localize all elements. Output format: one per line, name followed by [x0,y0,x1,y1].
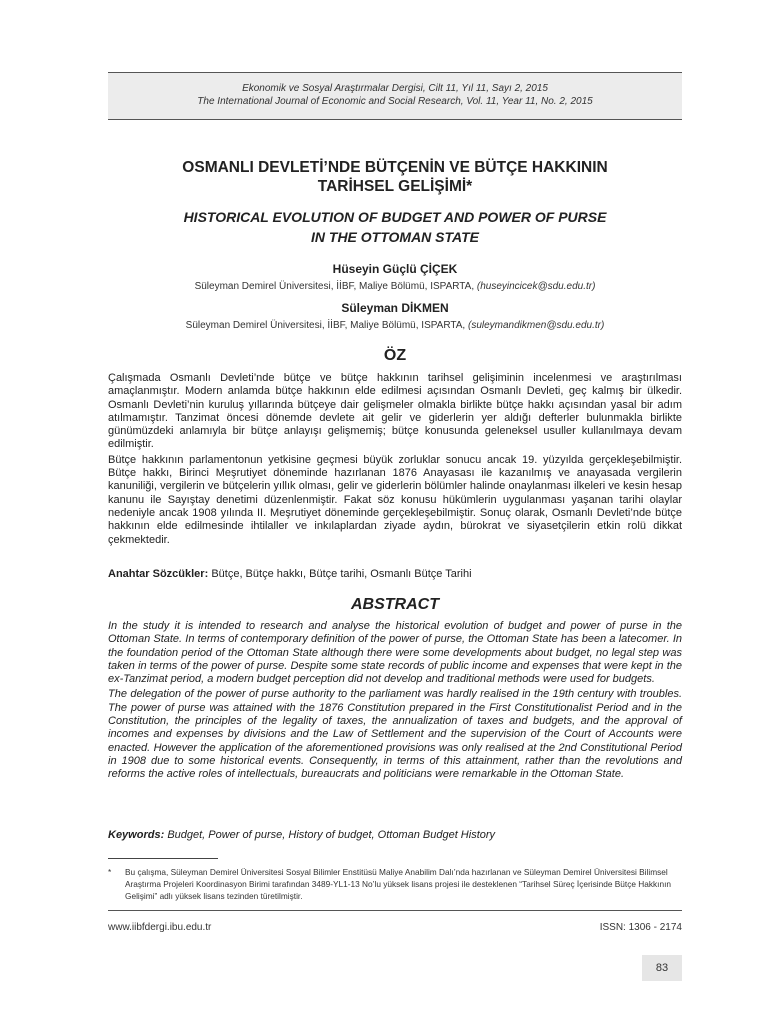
author-1-name: Hüseyin Güçlü ÇİÇEK [332,262,458,276]
footnote-mark: * [108,867,112,877]
abstract-heading: ABSTRACT [351,596,439,613]
oz-keywords [108,568,682,580]
oz-keywords-text: Bütçe, Bütçe hakkı, Bütçe tarihi, Osmanlı Bütçe Tarihi [211,568,472,580]
abstract-paragraph-2: The delegation of the power of purse authority to the parliament was hardly realised in the 19th century with troubles. The power of purse was attained with the 1876 Constitution prepared in the First Constitutionalist Period and in the Constitution, the principles of the legality of taxes, the annualization of taxes and budgets, and the approval of incomes and expenses by divisions and the Law of Settlement and the supervision of the Court of Accounts were enacted. However the application of the aforementioned provisions was only realised at the 2nd Constitutional Period in 1908 due to some historical events. Consequently, in terms of this attainment, rather than the revolutions and reforms the active roles of intellectuals, bureaucrats and politicians were remarkable in the Ottoman State. [108,688,682,781]
title-english [108,207,682,247]
author-2-email: (suleymandikmen@sdu.edu.tr) [467,320,605,331]
abstract-paragraph-1: In the study it is intended to research and analyse the historical evolution of budget and power of purse in the Ottoman State. In terms of contemporary definition of the power of purse, the Ottoman State has been a latecomer. In the foundation period of the Ottoman State although there were some developments about budget, no legal step was taken in terms of the power of purse. Despite some state records of public income and expenses that were kept in the ex-Tanzimat period, a modern budget perception did not develop and traditional methods were used for budgets. [108,620,682,686]
author-2-affiliation [108,320,682,331]
oz-paragraph-2: Bütçe hakkının parlamentonun yetkisine geçmesi büyük zorluklar sonucu ancak 19. yüzyılda gerçekleşebilmiştir. Bütçe hakkı, Birinci Meşrutiyet döneminde hazırlanan 1876 Anayasası ile kazanılmış ve anayasada vergilerin kanuniliği, vergilerin ve bütçelerin yıllık olması, gelir ve giderlerin bölümler halinde onaylanması ilkeleri ve kesin hesap kanunu ile Sayıştay denetimi düzenlenmiştir. Fakat söz konusu hükümlerin uygulanması yaşanan tarihi olaylar nedeniyle ancak 1908 yılında II. Meşrutiyet döneminde gerçekleşebilmiştir. Sonuç olarak, Osmanlı Devleti’nde bütçe hakkının elde edilmesinde ihtilaller ve inkılaplardan ziyade aydın, bürokrat ve siyasetçilerin etkin rolü dikkat çekmektedir. [108,453,682,546]
journal-line-tr: Ekonomik ve Sosyal Araştırmalar Dergisi, Cilt 11, Yıl 11, Sayı 2, 2015 [242,83,548,94]
title-turkish [108,158,682,196]
footer-issn: ISSN: 1306 - 2174 [599,922,682,933]
footnote [108,866,682,902]
author-2-affiliation-text: Süleyman Demirel Üniversitesi, İİBF, Maliye Bölümü, ISPARTA, [185,320,466,331]
page-number: 83 [642,955,682,981]
abstract-keywords-label: Keywords: [108,829,165,841]
title-tr-line-2: TARİHSEL GELİŞİMİ* [317,178,473,195]
footer-website: www.iibfdergi.ibu.edu.tr [108,922,212,933]
author-2-name: Süleyman DİKMEN [341,301,449,315]
oz-keywords-label: Anahtar Sözcükler: [108,568,209,580]
author-1-affiliation [108,281,682,292]
oz-heading: ÖZ [383,347,407,364]
footnote-text: Bu çalışma, Süleyman Demirel Üniversitesi Sosyal Bilimler Enstitüsü Maliye Anabilim Dalı’nda hazırlanan ve Süleyman Demirel Üniversitesi Bilimsel Araştırma Projeleri Koordinasyon Birimi tarafından 3489-YL1-13 No’lu yüksek lisans projesi ile desteklenen “Tarihsel Süreç İçerisinde Bütçe Hakkının Gelişimi” adlı yüksek lisans tezinden türetilmiştir. [125,867,672,901]
oz-body [108,372,682,549]
title-tr-line-1: OSMANLI DEVLETİ’NDE BÜTÇENİN VE BÜTÇE HAKKININ [182,159,608,176]
abstract-keywords-text: Budget, Power of purse, History of budget, Ottoman Budget History [167,829,496,841]
author-1-affiliation-text: Süleyman Demirel Üniversitesi, İİBF, Maliye Bölümü, ISPARTA, [194,281,475,292]
oz-paragraph-1: Çalışmada Osmanlı Devleti’nde bütçe ve bütçe hakkının tarihsel gelişiminin incelenmesi ve araştırılması amaçlanmıştır. Modern anlamda bütçe hakkının elde edilmesi açısından Osmanlı Devleti, geç kalmış bir ülkedir. Osmanlı Devleti’nin kuruluş yıllarında bütçeye dair gelişmeler olmakla birlikte bütçe hakkı açısından yasal bir adım atılmamıştır. Tanzimat öncesi dönemde devlete ait gelir ve giderlerin yer aldığı defterler bulunmakla birlikte günümüzdeki anlamıyla bir bütçe anlayışı gelişmemiş; bütçe konusunda geleneksel usuller kullanılmaya devam edilmiştir. [108,372,682,451]
footnote-divider [108,858,218,859]
abstract-body [108,620,682,784]
title-en-line-1: HISTORICAL EVOLUTION OF BUDGET AND POWER OF PURSE [183,209,607,225]
title-en-line-2: IN THE OTTOMAN STATE [311,229,479,245]
abstract-keywords [108,829,682,841]
footer-divider [108,910,682,911]
author-1-email: (huseyincicek@sdu.edu.tr) [476,281,596,292]
journal-line-en: The International Journal of Economic and Social Research, Vol. 11, Year 11, No. 2, 2015 [197,96,593,107]
journal-header [108,72,682,120]
